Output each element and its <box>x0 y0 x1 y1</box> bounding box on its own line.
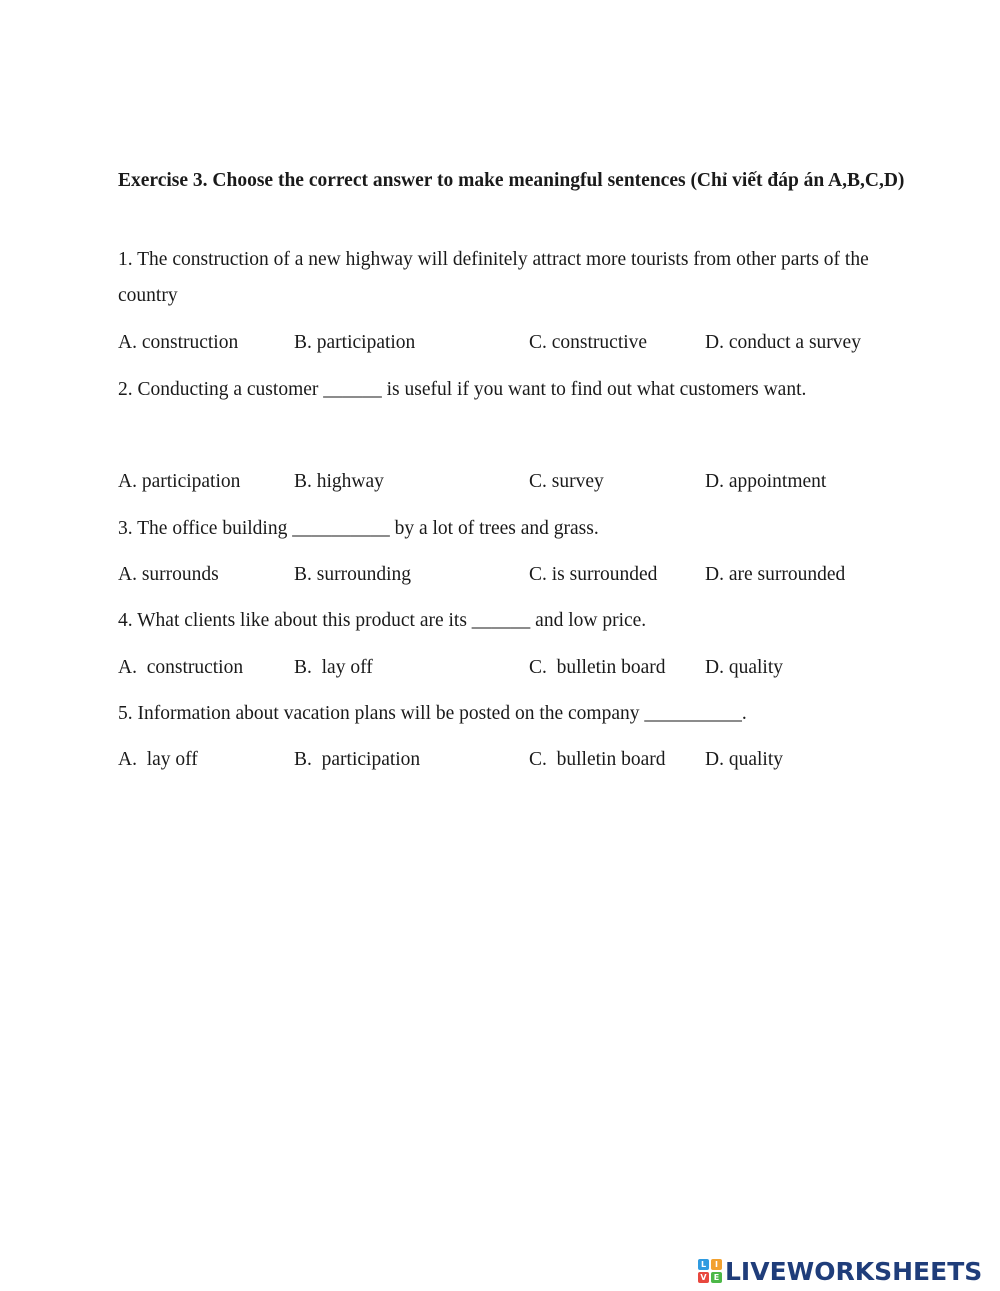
question-5: 5. Information about vacation plans will be posted on the company __________. <box>118 703 747 724</box>
logo-cell-i: I <box>711 1259 722 1270</box>
logo-mark-icon <box>698 1259 722 1283</box>
q5-option-b[interactable]: B. participation <box>294 749 421 770</box>
q2-option-d[interactable]: D. appointment <box>705 471 827 492</box>
logo-cell-v: V <box>698 1272 709 1283</box>
logo-cell-l: L <box>698 1259 709 1270</box>
q4-option-b[interactable]: B. lay off <box>294 657 373 678</box>
exercise-title: Exercise 3. Choose the correct answer to make meaningful sentences (Chỉ viết đáp án A,B,C,D) <box>118 170 905 191</box>
q3-option-d[interactable]: D. are surrounded <box>705 564 846 585</box>
logo-text: LIVEWORKSHEETS <box>725 1256 983 1286</box>
q1-option-a[interactable]: A. construction <box>118 332 239 353</box>
q3-option-b[interactable]: B. surrounding <box>294 564 411 585</box>
q3-option-a[interactable]: A. surrounds <box>118 564 219 585</box>
question-3: 3. The office building __________ by a lot of trees and grass. <box>118 518 599 539</box>
q1-option-c[interactable]: C. constructive <box>529 332 648 353</box>
q5-option-d[interactable]: D. quality <box>705 749 783 770</box>
logo-cell-e: E <box>711 1272 722 1283</box>
q2-option-c[interactable]: C. survey <box>529 471 604 492</box>
question-1: 1. The construction of a new highway will definitely attract more tourists from other parts of the country <box>118 249 869 306</box>
q1-option-d[interactable]: D. conduct a survey <box>705 332 861 353</box>
liveworksheets-logo <box>698 1256 982 1286</box>
q5-option-a[interactable]: A. lay off <box>118 749 198 770</box>
q5-option-c[interactable]: C. bulletin board <box>529 749 666 770</box>
q4-option-d[interactable]: D. quality <box>705 657 783 678</box>
q2-option-a[interactable]: A. participation <box>118 471 241 492</box>
question-4: 4. What clients like about this product are its ______ and low price. <box>118 610 647 631</box>
question-2: 2. Conducting a customer ______ is useful if you want to find out what customers want. <box>118 379 807 400</box>
q3-option-c[interactable]: C. is surrounded <box>529 564 658 585</box>
q2-option-b[interactable]: B. highway <box>294 471 384 492</box>
q4-option-c[interactable]: C. bulletin board <box>529 657 666 678</box>
q1-option-b[interactable]: B. participation <box>294 332 416 353</box>
q4-option-a[interactable]: A. construction <box>118 657 244 678</box>
